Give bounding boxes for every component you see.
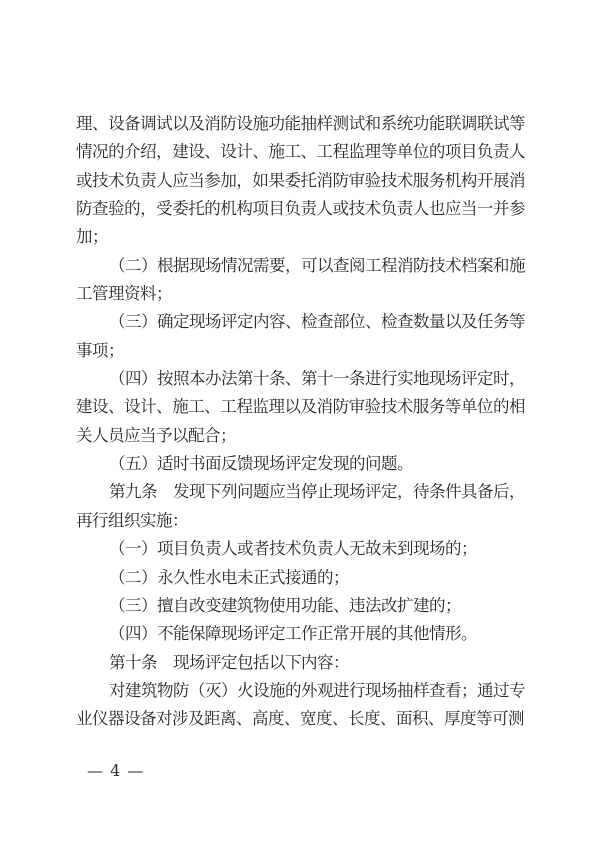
list-item-3: （三）确定现场评定内容、检查部位、检查数量以及任务等事项；	[76, 313, 525, 360]
article-9-item-4: （四）不能保障现场评定工作正常开展的其他情形。	[109, 625, 477, 644]
article-9-item-3: （三）擅自改变建筑物使用功能、违法改扩建的；	[109, 596, 461, 615]
list-item-5: （五）适时书面反馈现场评定发现的问题。	[109, 455, 413, 474]
article-9-item-2: （二）永久性水电未正式接通的；	[109, 568, 349, 587]
paragraph-continuation: 理、设备调试以及消防设施功能抽样测试和系统功能联调联试等情况的介绍，建设、设计、施工、工程监理等单位的项目负责人或技术负责人应当参加，如果委托消防审验技术服务机构开展消防查验的，受委托的机构项目负责人或技术负责人也应当一并参加；	[76, 115, 525, 247]
article-10-body-paragraph: 对建筑物防（灭）火设施的外观进行现场抽样查看；通过专业仪器设备对涉及距离、高度、宽度、长度、面积、厚度等可测	[76, 681, 525, 729]
article-10-heading-paragraph: 第十条 现场评定包括以下内容：	[109, 653, 349, 672]
article-9-heading-paragraph: 第九条 发现下列问题应当停止现场评定，待条件具备后，再行组织实施：	[76, 483, 525, 530]
list-item-2: （二）根据现场情况需要，可以查阅工程消防技术档案和施工管理资料；	[76, 256, 525, 304]
list-item-4: （四）按照本办法第十条、第十一条进行实地现场评定时，建设、设计、施工、工程监理以及消防审验技术服务等单位的相关人员应当予以配合；	[76, 370, 525, 445]
article-9-item-1: （一）项目负责人或者技术负责人无故未到现场的；	[109, 540, 477, 559]
page-number: — 4 —	[87, 761, 145, 780]
document-body	[76, 110, 525, 734]
